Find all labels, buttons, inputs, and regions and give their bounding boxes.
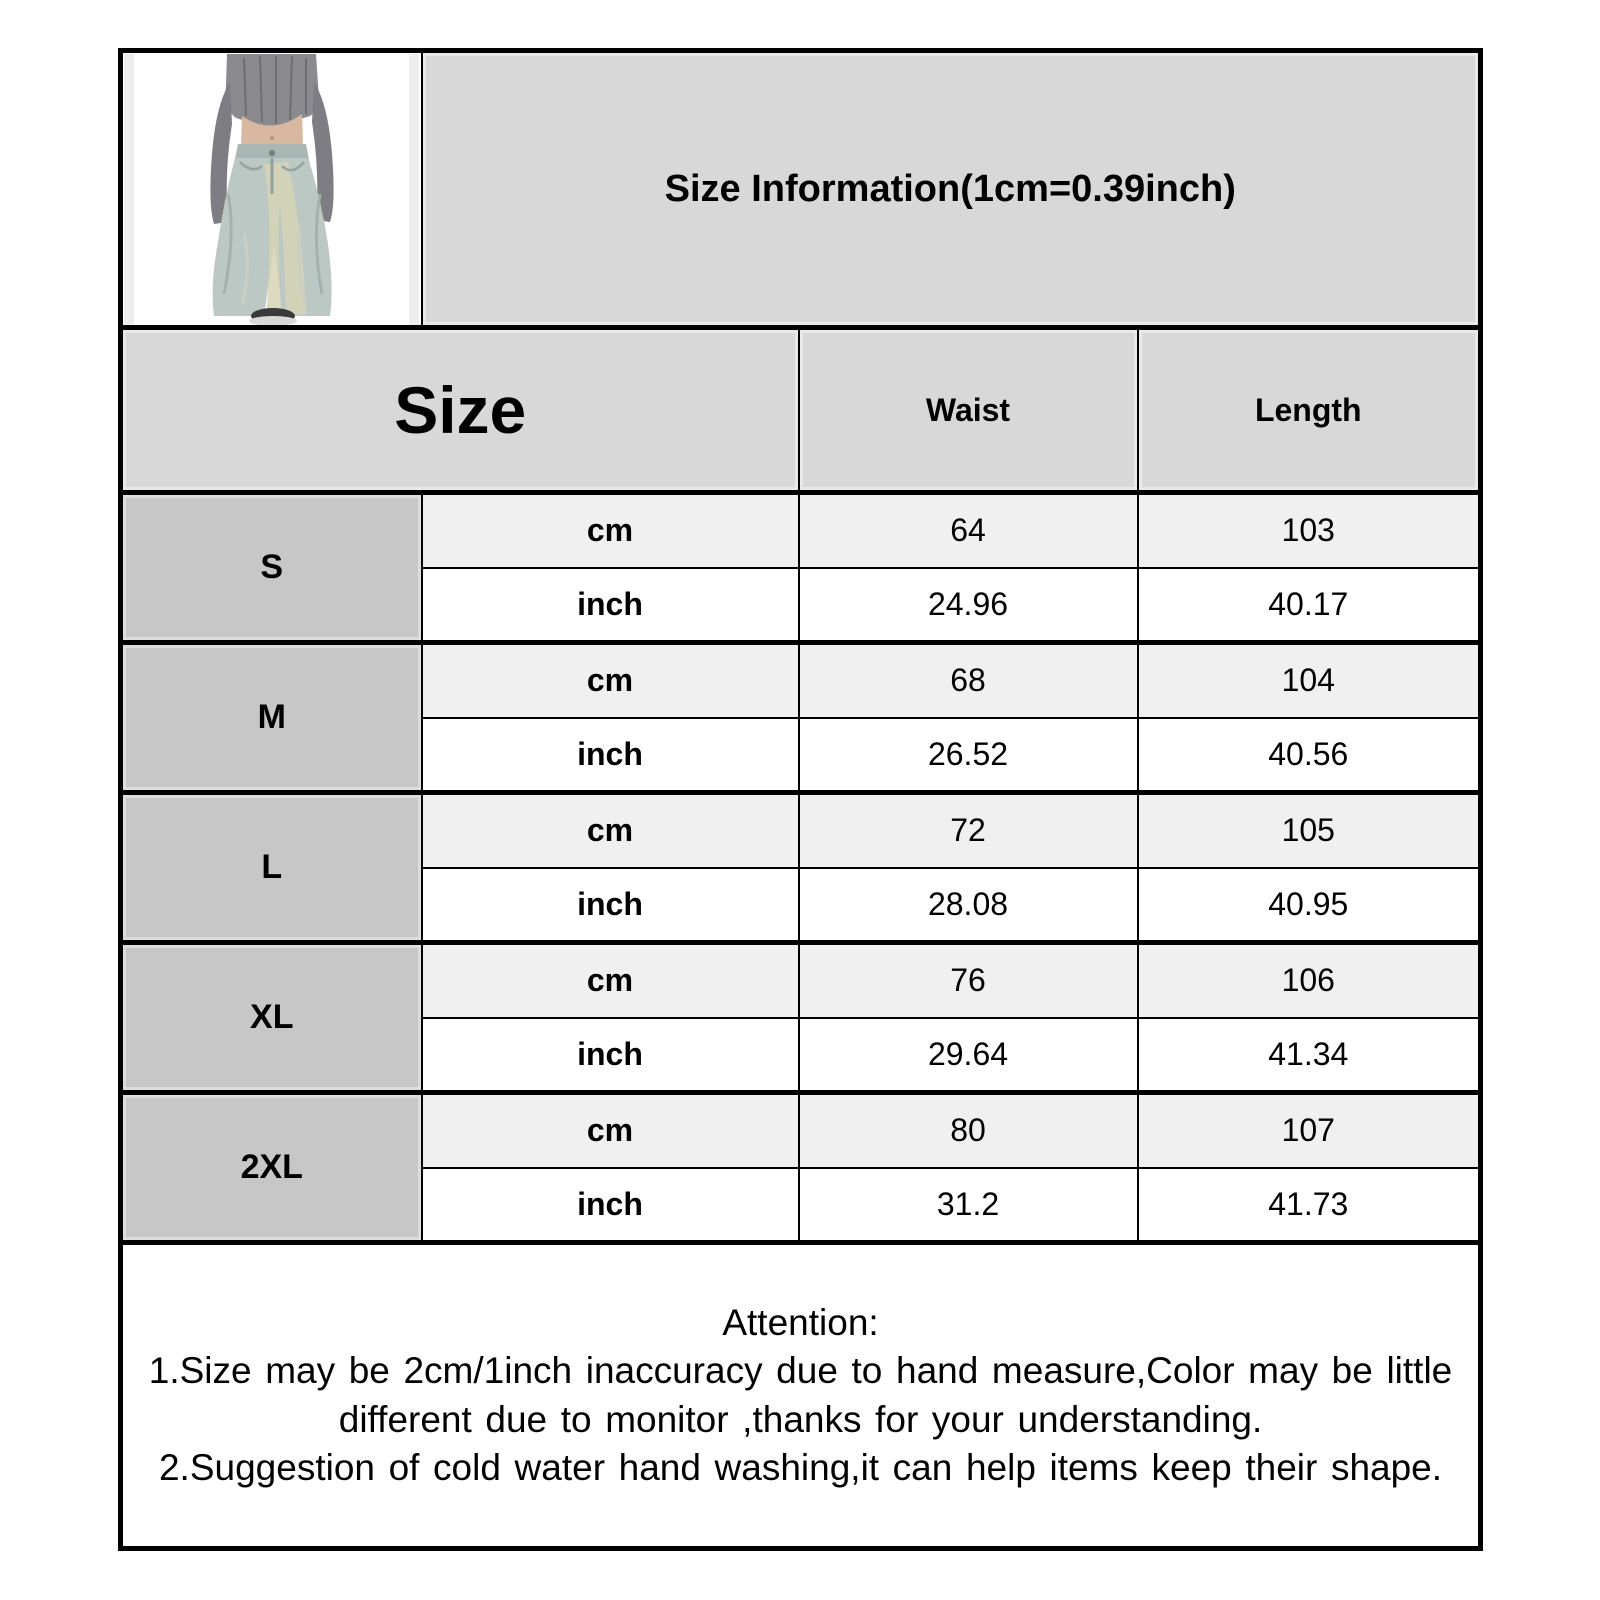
waist-inch-value: 24.96 [799, 568, 1138, 643]
size-label-xl: XL [121, 943, 422, 1093]
attention-heading: Attention: [722, 1302, 879, 1344]
waist-column-header: Waist [799, 328, 1138, 493]
unit-inch-cell: inch [422, 1018, 799, 1093]
unit-cm-cell: cm [422, 643, 799, 718]
length-column-header: Length [1138, 328, 1481, 493]
size-table [118, 48, 1483, 1551]
length-cm-value: 105 [1138, 793, 1481, 868]
unit-cm-cell: cm [422, 493, 799, 568]
attention-notes-cell [121, 1243, 1481, 1549]
length-cm-value: 103 [1138, 493, 1481, 568]
attention-note-1: 1.Size may be 2cm/1inch inaccuracy due to hand measure,Color may be little different due to monitor ,thanks for your understanding. [148, 1350, 1453, 1440]
size-label-l: L [121, 793, 422, 943]
length-cm-value: 106 [1138, 943, 1481, 1018]
length-inch-value: 40.95 [1138, 868, 1481, 943]
waist-inch-value: 28.08 [799, 868, 1138, 943]
size-column-header: Size [121, 328, 799, 493]
waist-cm-value: 64 [799, 493, 1138, 568]
unit-inch-cell: inch [422, 1168, 799, 1243]
size-label-s: S [121, 493, 422, 643]
waist-inch-value: 29.64 [799, 1018, 1138, 1093]
length-inch-value: 40.17 [1138, 568, 1481, 643]
unit-cm-cell: cm [422, 1093, 799, 1168]
product-photo [123, 53, 421, 325]
size-label-2xl: 2XL [121, 1093, 422, 1243]
length-cm-value: 107 [1138, 1093, 1481, 1168]
unit-cm-cell: cm [422, 943, 799, 1018]
unit-cm-cell: cm [422, 793, 799, 868]
waist-inch-value: 31.2 [799, 1168, 1138, 1243]
size-label-m: M [121, 643, 422, 793]
attention-note-2: 2.Suggestion of cold water hand washing,it can help items keep their shape. [158, 1446, 1443, 1488]
unit-inch-cell: inch [422, 568, 799, 643]
product-photo-cell [121, 51, 422, 328]
unit-inch-cell: inch [422, 718, 799, 793]
length-inch-value: 41.73 [1138, 1168, 1481, 1243]
unit-inch-cell: inch [422, 868, 799, 943]
length-inch-value: 41.34 [1138, 1018, 1481, 1093]
waist-cm-value: 76 [799, 943, 1138, 1018]
length-inch-value: 40.56 [1138, 718, 1481, 793]
jeans-model-illustration [124, 54, 419, 325]
waist-cm-value: 72 [799, 793, 1138, 868]
waist-inch-value: 26.52 [799, 718, 1138, 793]
size-info-title: Size Information(1cm=0.39inch) [422, 51, 1481, 328]
length-cm-value: 104 [1138, 643, 1481, 718]
waist-cm-value: 80 [799, 1093, 1138, 1168]
waist-cm-value: 68 [799, 643, 1138, 718]
